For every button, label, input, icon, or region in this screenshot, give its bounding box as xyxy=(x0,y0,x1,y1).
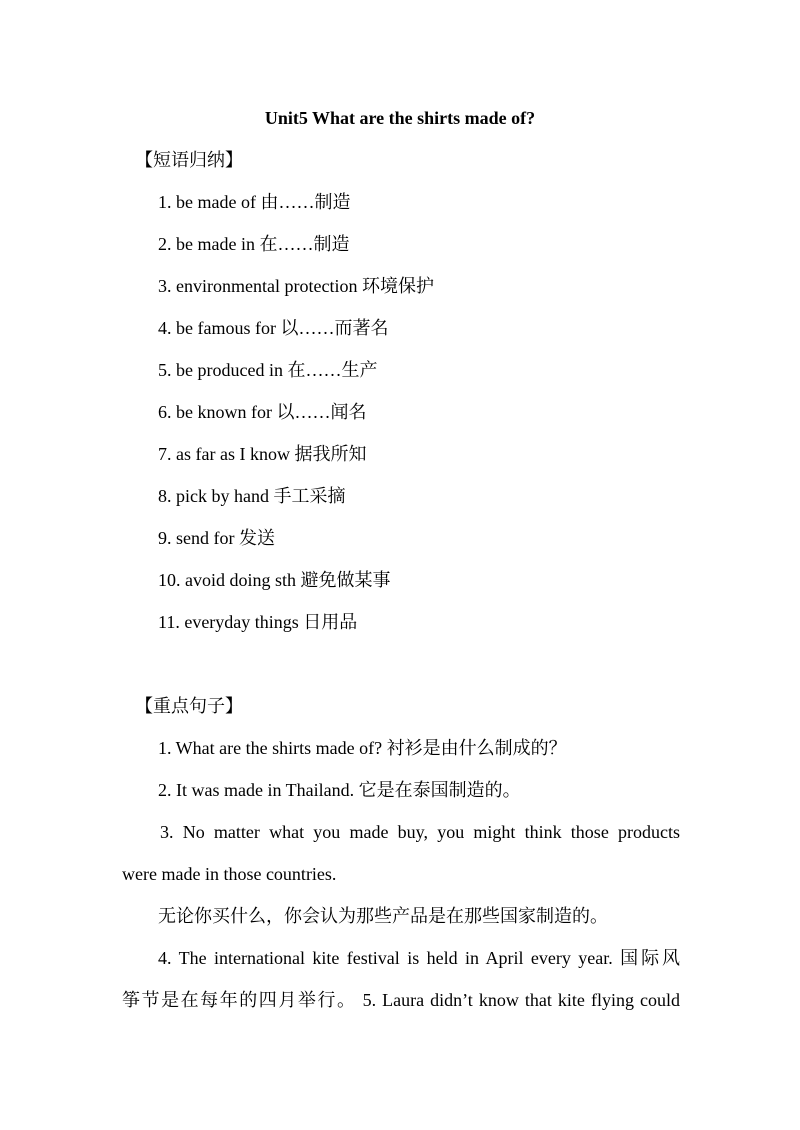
sentence-item-line: 筝节是在每年的四月举行。 5. Laura didn’t know that kite flying could xyxy=(122,990,680,1010)
phrase-item: 2. be made in 在……制造 xyxy=(158,234,350,254)
phrase-item: 7. as far as I know 据我所知 xyxy=(158,444,367,464)
sentence-item-line: 4. The international kite festival is held in April every year. 国际风 xyxy=(158,948,680,968)
sentences-heading: 【重点句子】 xyxy=(135,696,243,716)
phrase-item: 1. be made of 由……制造 xyxy=(158,192,351,212)
page-title: Unit5 What are the shirts made of? xyxy=(264,108,536,128)
phrase-item: 6. be known for 以……闻名 xyxy=(158,402,367,422)
sentence-item-line: 3. No matter what you made buy, you might think those products xyxy=(160,822,680,842)
phrase-item: 9. send for 发送 xyxy=(158,528,275,548)
phrase-item: 11. everyday things 日用品 xyxy=(158,612,358,632)
phrase-item: 4. be famous for 以……而著名 xyxy=(158,318,389,338)
phrase-item: 3. environmental protection 环境保护 xyxy=(158,276,434,296)
phrases-heading: 【短语归纳】 xyxy=(135,150,243,170)
phrase-item: 8. pick by hand 手工采摘 xyxy=(158,486,346,506)
sentence-item: 1. What are the shirts made of? 衬衫是由什么制成的？ xyxy=(158,738,567,758)
sentence-item-line: were made in those countries. xyxy=(122,864,337,884)
phrase-item: 5. be produced in 在……生产 xyxy=(158,360,378,380)
sentence-item: 2. It was made in Thailand. 它是在泰国制造的。 xyxy=(158,780,521,800)
phrase-item: 10. avoid doing sth 避免做某事 xyxy=(158,570,391,590)
sentence-translation: 无论你买什么，你会认为那些产品是在那些国家制造的。 xyxy=(158,906,608,926)
